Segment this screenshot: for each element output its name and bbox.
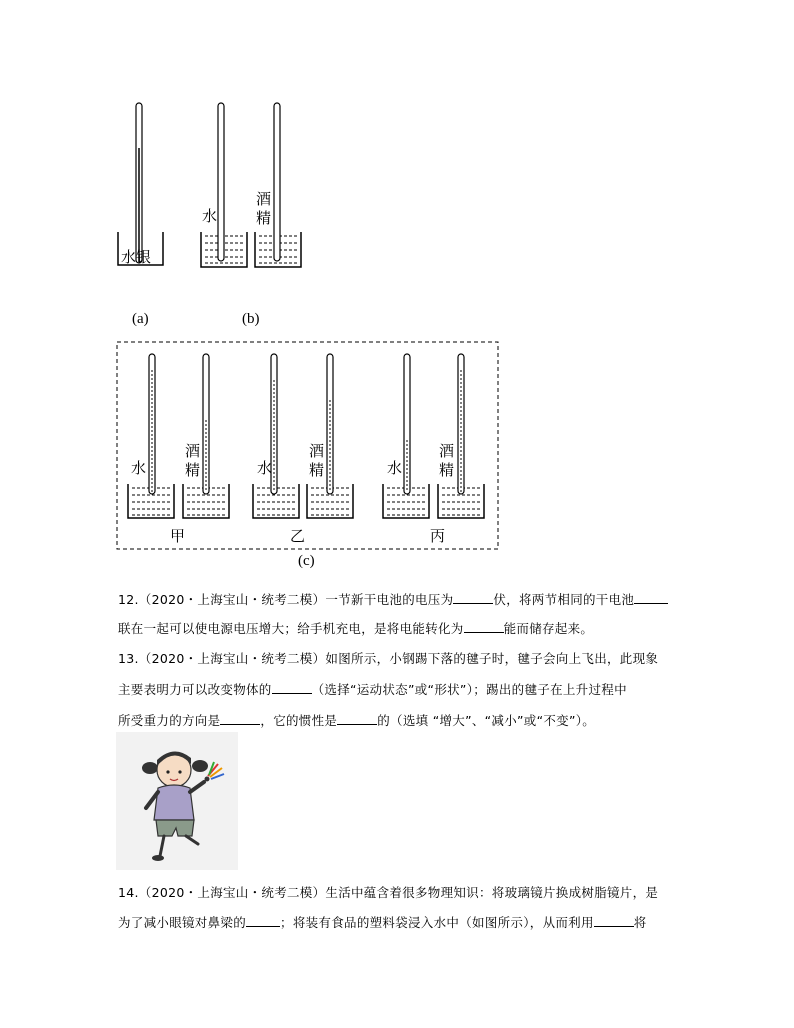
figure-b-alcohol xyxy=(255,103,301,267)
blank[interactable] xyxy=(634,591,668,605)
group-name-jia: 甲 xyxy=(170,527,186,545)
figure-b-water xyxy=(201,103,247,267)
caption-b: (b) xyxy=(242,311,260,327)
blank[interactable] xyxy=(464,620,504,634)
figure-c-beakers xyxy=(128,354,484,518)
question-12-line-1: 12.（2020・上海宝山・统考二模）一节新干电池的电压为 伏，将两节相同的干电池 xyxy=(118,590,688,608)
label-b-alcohol-1: 酒 xyxy=(256,190,272,208)
blank[interactable] xyxy=(246,914,280,928)
label-c1-alcohol-1: 酒 xyxy=(185,442,201,460)
caption-a: (a) xyxy=(132,311,149,327)
question-12-line-2: 联在一起可以使电源电压增大；给手机充电，是将电能转化为 能而储存起来。 xyxy=(118,621,594,636)
figure-c-beaker xyxy=(183,354,229,518)
question-13-line-2: 主要表明力可以改变物体的 （选择“运动状态”或“形状”）；踢出的毽子在上升过程中 xyxy=(118,682,627,697)
label-c1-water: 水 xyxy=(131,459,147,477)
group-name-yi: 乙 xyxy=(290,527,306,545)
figure-c-beaker xyxy=(307,354,353,518)
question-13-line-1: 13.（2020・上海宝山・统考二模）如图所示，小钢踢下落的毽子时，毽子会向上飞出，此现象 xyxy=(118,651,659,666)
label-c2-water: 水 xyxy=(257,459,273,477)
girl-kicking-shuttlecock-image xyxy=(116,732,238,870)
blank[interactable] xyxy=(272,681,312,695)
label-c3-alcohol-1: 酒 xyxy=(439,442,455,460)
label-c3-water: 水 xyxy=(387,459,403,477)
label-c2-alcohol-1: 酒 xyxy=(309,442,325,460)
tube-b-water xyxy=(218,103,224,261)
blank[interactable] xyxy=(337,712,377,726)
figure-c-beaker xyxy=(438,354,484,518)
question-14-line-2: 为了减小眼镜对鼻梁的 ；将装有食品的塑料袋浸入水中（如图所示），从而利用 将 xyxy=(118,915,647,930)
blank[interactable] xyxy=(453,591,493,605)
label-b-alcohol-2: 精 xyxy=(256,209,272,227)
question-13-line-3: 所受重力的方向是 ，它的惯性是 的（选填 “增大”、“减小”或“不变”）。 xyxy=(118,713,596,728)
label-c3-alcohol-2: 精 xyxy=(439,461,455,479)
label-mercury: 水银 xyxy=(121,248,152,266)
label-c1-alcohol-2: 精 xyxy=(185,461,201,479)
label-c2-alcohol-2: 精 xyxy=(309,461,325,479)
figure-c-beaker xyxy=(128,354,174,518)
group-name-bing: 丙 xyxy=(430,527,446,545)
tube-b-alcohol xyxy=(274,103,280,261)
label-b-water: 水 xyxy=(202,207,218,225)
figure-a-mercury xyxy=(118,103,163,265)
blank[interactable] xyxy=(220,712,260,726)
figure-c-beaker xyxy=(383,354,429,518)
question-14-line-1: 14.（2020・上海宝山・统考二模）生活中蕴含着很多物理知识：将玻璃镜片换成树脂镜片，是 xyxy=(118,885,659,900)
blank[interactable] xyxy=(594,914,634,928)
caption-c: (c) xyxy=(298,553,315,569)
figure-c-beaker xyxy=(253,354,299,518)
